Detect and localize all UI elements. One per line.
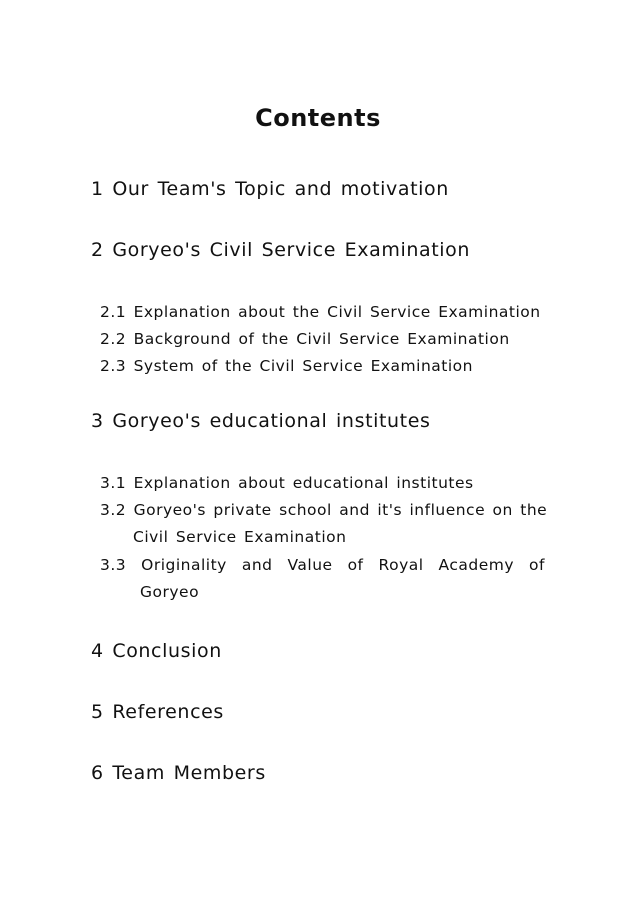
- toc-subsection-3-3: 3.3 Originality and Value of Royal Academy of: [100, 556, 545, 574]
- toc-section-1: 1 Our Team's Topic and motivation: [91, 178, 449, 200]
- toc-section-4: 4 Conclusion: [91, 640, 222, 662]
- toc-subsection-2-3: 2.3 System of the Civil Service Examination: [100, 357, 473, 375]
- toc-subsection-3-1: 3.1 Explanation about educational institutes: [100, 474, 474, 492]
- toc-section-5: 5 References: [91, 701, 224, 723]
- toc-section-3: 3 Goryeo's educational institutes: [91, 410, 431, 432]
- toc-section-6: 6 Team Members: [91, 762, 266, 784]
- toc-subsection-3-3-continued: Goryeo: [140, 583, 200, 601]
- page-title: Contents: [255, 104, 381, 132]
- toc-subsection-3-2-continued: Civil Service Examination: [133, 528, 347, 546]
- toc-subsection-3-2: 3.2 Goryeo's private school and it's influence on the: [100, 501, 548, 519]
- toc-subsection-2-2: 2.2 Background of the Civil Service Examination: [100, 330, 510, 348]
- toc-section-2: 2 Goryeo's Civil Service Examination: [91, 239, 471, 261]
- toc-subsection-2-1: 2.1 Explanation about the Civil Service Examination: [100, 303, 541, 321]
